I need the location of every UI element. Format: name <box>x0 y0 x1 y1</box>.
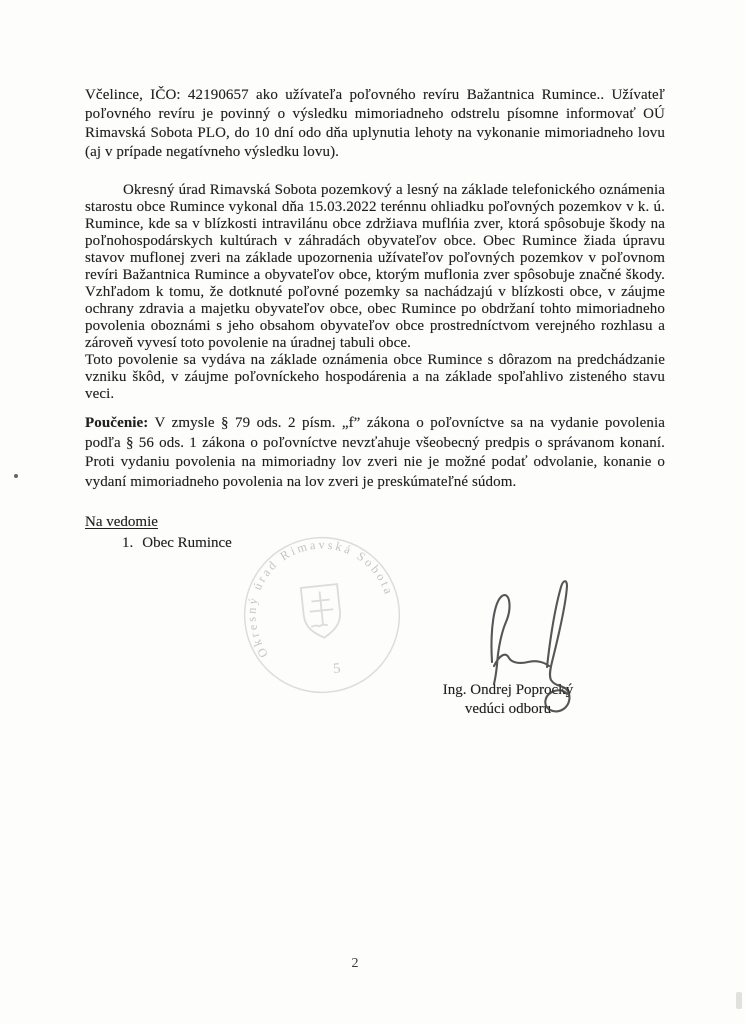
paragraph-inspection-block <box>85 182 665 403</box>
scan-artifact-dot <box>14 474 18 478</box>
paragraph-text: Včelince, IČO: 42190657 ako užívateľa poľovného revíru Bažantnica Rumince.. Užívateľ poľovného revíru je povinný o výsledku mimoriadneho odstrelu písomne informovať OÚ Rimavská Sobota PLO, do 10 dní odo dňa uplynutia lehoty na vykonanie mimoriadneho lovu (aj v prípade negatívneho výsledku lovu). <box>85 87 665 160</box>
list-item-number: 1. <box>122 535 134 551</box>
official-stamp <box>231 524 413 706</box>
na-vedomie-heading: Na vedomie <box>85 514 158 530</box>
stamp-ring-text: Okresný úrad Rimavská Sobota <box>244 537 397 661</box>
paragraph-inspection: Okresný úrad Rimavská Sobota pozemkový a lesný na základe telefonického oznámenia starostu obce Rumince vykonal dňa 15.03.2022 terénnu ohliadku poľovných pozemkov v k. ú. Rumince, kde sa v blízkosti intravilánu obce zdržiava muflńia zver, ktorá spôsobuje škody na poľnohospodárskych kultúrach v záhradách obyvateľov obce. Obec Rumince žiada úpravu stavov muflonej zveri na základe upozornenia užívateľov poľovných pozemkov v poľovnom revíri Bažantnica Rumince a obyvateľov obce, ktorým muflonia zver spôsobuje značné škody. Vzhľadom k tomu, že dotknuté poľovné pozemky sa nachádzajú v blízkosti obce, v záujme ochrany zdravia a majetku obyvateľov obce, obec Rumince po obdržaní tohto mimoriadneho povolenia oboznámi s jeho obsahom obyvateľov obce prostredníctvom verejného rozhlasu a zároveň vyvesí toto povolenie na úradnej tabuli obce. <box>85 182 665 351</box>
page-number: 2 <box>351 956 359 971</box>
signer-title: vedúci odboru <box>464 701 552 717</box>
stamp-number: 5 <box>332 660 342 678</box>
poucenie-body: V zmysle § 79 ods. 2 písm. „f” zákona o poľovníctve sa na vydanie povolenia podľa § 56 ods. 1 zákona o poľovníctve nevzťahuje všeobecný predpis o správanom konaní. Proti vydaniu povolenia na mimoriadny lov zveri nie je možné podať odvolanie, konanie o vydaní mimoriadneho povolenia na lov zveri je preskúmateľné súdom. <box>85 415 665 490</box>
signature-block <box>383 681 633 719</box>
signer-name: Ing. Ondrej Poprocký <box>442 682 574 698</box>
list-item-text: Obec Rumince <box>142 535 232 551</box>
signature-stroke-left <box>491 595 509 684</box>
poucenie-label: Poučenie: <box>85 415 149 431</box>
na-vedomie-section <box>85 513 232 552</box>
coat-of-arms-icon <box>301 584 343 639</box>
signature-stroke-wave <box>494 655 549 666</box>
paragraph-poucenie-text <box>85 414 665 492</box>
paragraph-issuance: Toto povolenie sa vydáva na základe oznámenia obce Rumince s dôrazom na predchádzanie vzniku škôd, v záujme poľovníckeho hospodárenia a na základe spoľahlivo zisteného stavu veci. <box>85 352 665 402</box>
scan-artifact-edge <box>736 992 742 1009</box>
paragraph-continuation <box>85 86 665 162</box>
paragraph-poucenie <box>85 414 665 492</box>
list-item <box>122 534 232 552</box>
